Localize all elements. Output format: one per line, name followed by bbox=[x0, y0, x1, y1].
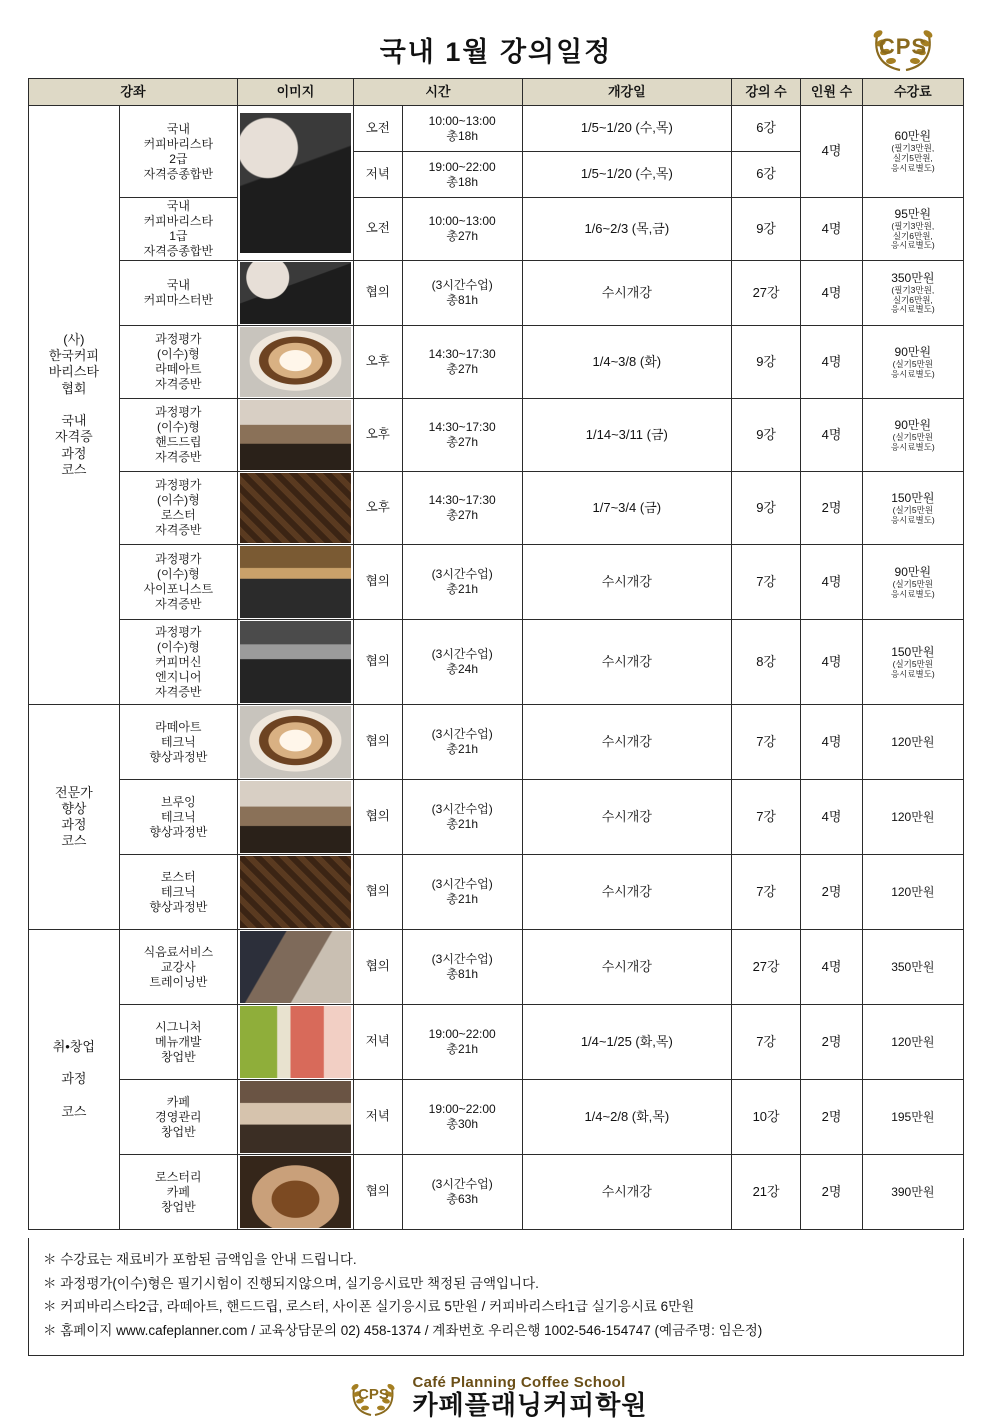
time-cell: 14:30~17:30 총27h bbox=[402, 472, 522, 545]
fee-cell: 90만원 (실기5만원 응시료별도) bbox=[862, 545, 963, 620]
fee-cell: 120만원 bbox=[862, 780, 963, 855]
part-cell: 오후 bbox=[354, 326, 403, 399]
note-line: ＊ 커피바리스타2급, 라떼아트, 핸드드립, 로스터, 사이폰 실기응시료 5만원 / 커피바리스타1급 실기응시료 6만원 bbox=[43, 1299, 695, 1315]
people-cell: 2명 bbox=[801, 1155, 862, 1230]
fee-cell: 60만원 (필기3만원, 실기5만원, 응시료별도) bbox=[862, 106, 963, 198]
table-row bbox=[29, 930, 964, 1005]
lesson-count-cell: 7강 bbox=[731, 855, 801, 930]
lesson-count-cell: 7강 bbox=[731, 780, 801, 855]
start-date-cell: 1/4~3/8 (화) bbox=[522, 326, 731, 399]
fee-cell: 195만원 bbox=[862, 1080, 963, 1155]
schedule-table bbox=[28, 78, 964, 1230]
col-header-people: 인원 수 bbox=[801, 79, 862, 106]
col-header-count: 강의 수 bbox=[731, 79, 801, 106]
people-cell: 2명 bbox=[801, 855, 862, 930]
table-row bbox=[29, 326, 964, 399]
lesson-count-cell: 9강 bbox=[731, 198, 801, 261]
time-cell: (3시간수업) 총21h bbox=[402, 780, 522, 855]
part-cell: 오전 bbox=[354, 106, 403, 152]
part-cell: 오후 bbox=[354, 399, 403, 472]
fee-cell: 350만원 (필기3만원, 실기6만원, 응시료별도) bbox=[862, 261, 963, 326]
col-header-time: 시간 bbox=[354, 79, 523, 106]
photo-roasted-beans bbox=[237, 472, 353, 545]
time-cell: 19:00~22:00 총30h bbox=[402, 1080, 522, 1155]
people-cell: 4명 bbox=[801, 705, 862, 780]
course-cell: 시그니처 메뉴개발 창업반 bbox=[119, 1005, 237, 1080]
part-cell: 저녁 bbox=[354, 152, 403, 198]
part-cell: 협의 bbox=[354, 1155, 403, 1230]
fee-cell: 390만원 bbox=[862, 1155, 963, 1230]
time-cell: 19:00~22:00 총21h bbox=[402, 1005, 522, 1080]
table-row bbox=[29, 705, 964, 780]
category-cell-advanced: 전문가 향상 과정 코스 bbox=[29, 705, 120, 930]
start-date-cell: 수시개강 bbox=[522, 545, 731, 620]
table-header-row bbox=[29, 79, 964, 106]
lesson-count-cell: 8강 bbox=[731, 620, 801, 705]
lesson-count-cell: 7강 bbox=[731, 545, 801, 620]
time-cell: 14:30~17:30 총27h bbox=[402, 399, 522, 472]
table-row bbox=[29, 198, 964, 261]
photo-espresso-machine bbox=[237, 620, 353, 705]
start-date-cell: 1/5~1/20 (수,목) bbox=[522, 152, 731, 198]
people-cell: 4명 bbox=[801, 399, 862, 472]
lesson-count-cell: 9강 bbox=[731, 326, 801, 399]
fee-cell: 350만원 bbox=[862, 930, 963, 1005]
time-cell: (3시간수업) 총21h bbox=[402, 545, 522, 620]
category-cell-association: (사) 한국커피 바리스타 협회 국내 자격증 과정 코스 bbox=[29, 106, 120, 705]
lesson-count-cell: 27강 bbox=[731, 261, 801, 326]
course-cell: 로스터 테크닉 향상과정반 bbox=[119, 855, 237, 930]
time-cell: (3시간수업) 총21h bbox=[402, 705, 522, 780]
part-cell: 협의 bbox=[354, 780, 403, 855]
course-cell: 브루잉 테크닉 향상과정반 bbox=[119, 780, 237, 855]
table-row bbox=[29, 399, 964, 472]
time-cell: 10:00~13:00 총18h bbox=[402, 106, 522, 152]
page-title: 국내 1월 강의일정 bbox=[379, 37, 613, 67]
people-cell: 4명 bbox=[801, 261, 862, 326]
fee-cell: 90만원 (실기5만원 응시료별도) bbox=[862, 399, 963, 472]
table-row bbox=[29, 261, 964, 326]
time-cell: (3시간수업) 총24h bbox=[402, 620, 522, 705]
course-cell: 카페 경영관리 창업반 bbox=[119, 1080, 237, 1155]
people-cell: 4명 bbox=[801, 106, 862, 198]
title-row bbox=[28, 18, 964, 76]
photo-coffee-master bbox=[237, 261, 353, 326]
footer-logo-text: CPS bbox=[358, 1386, 389, 1404]
people-cell: 4명 bbox=[801, 780, 862, 855]
photo-latte-art bbox=[237, 326, 353, 399]
course-cell: 과정평가 (이수)형 커피머신 엔지니어 자격증반 bbox=[119, 620, 237, 705]
time-cell: 14:30~17:30 총27h bbox=[402, 326, 522, 399]
part-cell: 저녁 bbox=[354, 1005, 403, 1080]
note-line: ＊ 수강료는 재료비가 포함된 금액임을 안내 드립니다. bbox=[43, 1252, 357, 1267]
course-cell: 과정평가 (이수)형 라떼아트 자격증반 bbox=[119, 326, 237, 399]
table-row bbox=[29, 1155, 964, 1230]
col-header-course: 강좌 bbox=[29, 79, 238, 106]
photo-hand-drip bbox=[237, 399, 353, 472]
table-row bbox=[29, 1080, 964, 1155]
part-cell: 협의 bbox=[354, 930, 403, 1005]
col-header-image: 이미지 bbox=[237, 79, 353, 106]
people-cell: 4명 bbox=[801, 930, 862, 1005]
photo-siphon bbox=[237, 545, 353, 620]
start-date-cell: 수시개강 bbox=[522, 930, 731, 1005]
table-row bbox=[29, 1005, 964, 1080]
part-cell: 오후 bbox=[354, 472, 403, 545]
people-cell: 4명 bbox=[801, 198, 862, 261]
course-cell: 로스터리 카페 창업반 bbox=[119, 1155, 237, 1230]
col-header-start: 개강일 bbox=[522, 79, 731, 106]
photo-cafe-management bbox=[237, 1080, 353, 1155]
lesson-count-cell: 7강 bbox=[731, 705, 801, 780]
photo-beans-in-hands bbox=[237, 1155, 353, 1230]
lesson-count-cell: 21강 bbox=[731, 1155, 801, 1230]
lesson-count-cell: 10강 bbox=[731, 1080, 801, 1155]
people-cell: 2명 bbox=[801, 1080, 862, 1155]
people-cell: 2명 bbox=[801, 1005, 862, 1080]
photo-signature-drinks bbox=[237, 1005, 353, 1080]
course-cell: 식음료서비스 교강사 트레이닝반 bbox=[119, 930, 237, 1005]
start-date-cell: 수시개강 bbox=[522, 261, 731, 326]
part-cell: 협의 bbox=[354, 855, 403, 930]
note-line: ＊ 과정평가(이수)형은 필기시험이 진행되지않으며, 실기응시료만 책정된 금액입니다. bbox=[43, 1275, 539, 1291]
part-cell: 저녁 bbox=[354, 1080, 403, 1155]
table-row bbox=[29, 106, 964, 152]
start-date-cell: 1/5~1/20 (수,목) bbox=[522, 106, 731, 152]
start-date-cell: 1/4~1/25 (화,목) bbox=[522, 1005, 731, 1080]
start-date-cell: 1/6~2/3 (목,금) bbox=[522, 198, 731, 261]
lesson-count-cell: 9강 bbox=[731, 472, 801, 545]
fee-cell: 90만원 (실기5만원 응시료별도) bbox=[862, 326, 963, 399]
photo-brewing bbox=[237, 780, 353, 855]
fee-cell: 150만원 (실기5만원 응시료별도) bbox=[862, 472, 963, 545]
time-cell: (3시간수업) 총63h bbox=[402, 1155, 522, 1230]
course-cell: 국내 커피마스터반 bbox=[119, 261, 237, 326]
time-cell: (3시간수업) 총81h bbox=[402, 930, 522, 1005]
table-row bbox=[29, 545, 964, 620]
note-line: ＊ 홈페이지 www.cafeplanner.com / 교육상담문의 02) 458-1374 / 계좌번호 우리은행 1002-546-154747 (예금주명: 임은정) bbox=[43, 1322, 763, 1338]
start-date-cell: 수시개강 bbox=[522, 780, 731, 855]
start-date-cell: 수시개강 bbox=[522, 1155, 731, 1230]
start-date-cell: 1/7~3/4 (금) bbox=[522, 472, 731, 545]
start-date-cell: 1/4~2/8 (화,목) bbox=[522, 1080, 731, 1155]
footer-english-name: Café Planning Coffee School bbox=[412, 1373, 626, 1391]
people-cell: 4명 bbox=[801, 545, 862, 620]
part-cell: 협의 bbox=[354, 261, 403, 326]
footer-logo bbox=[28, 1374, 964, 1421]
course-cell: 과정평가 (이수)형 핸드드립 자격증반 bbox=[119, 399, 237, 472]
course-cell: 과정평가 (이수)형 로스터 자격증반 bbox=[119, 472, 237, 545]
footer-wreath-logo bbox=[344, 1374, 402, 1420]
photo-roasting bbox=[237, 855, 353, 930]
lesson-count-cell: 6강 bbox=[731, 152, 801, 198]
course-cell: 라떼아트 테크닉 향상과정반 bbox=[119, 705, 237, 780]
cps-wreath-logo bbox=[864, 18, 942, 80]
col-header-fee: 수강료 bbox=[862, 79, 963, 106]
lesson-count-cell: 6강 bbox=[731, 106, 801, 152]
photo-latte-art-advanced bbox=[237, 705, 353, 780]
fee-cell: 95만원 (필기3만원, 실기6만원, 응시료별도) bbox=[862, 198, 963, 261]
lesson-count-cell: 9강 bbox=[731, 399, 801, 472]
people-cell: 4명 bbox=[801, 620, 862, 705]
time-cell: (3시간수업) 총81h bbox=[402, 261, 522, 326]
table-row bbox=[29, 855, 964, 930]
fee-cell: 150만원 (실기5만원 응시료별도) bbox=[862, 620, 963, 705]
start-date-cell: 수시개강 bbox=[522, 705, 731, 780]
footer-korean-name: 카페플래닝커피학원 bbox=[412, 1389, 648, 1420]
course-cell: 국내 커피바리스타 2급 자격증종합반 bbox=[119, 106, 237, 198]
photo-food-service bbox=[237, 930, 353, 1005]
notes-block bbox=[28, 1238, 964, 1356]
time-cell: 10:00~13:00 총27h bbox=[402, 198, 522, 261]
table-row bbox=[29, 620, 964, 705]
photo-barista-kit bbox=[237, 106, 353, 261]
fee-cell: 120만원 bbox=[862, 705, 963, 780]
table-row bbox=[29, 472, 964, 545]
people-cell: 4명 bbox=[801, 326, 862, 399]
table-row bbox=[29, 780, 964, 855]
fee-cell: 120만원 bbox=[862, 1005, 963, 1080]
part-cell: 협의 bbox=[354, 545, 403, 620]
start-date-cell: 1/14~3/11 (금) bbox=[522, 399, 731, 472]
fee-cell: 120만원 bbox=[862, 855, 963, 930]
cps-logo-text: CPS bbox=[878, 34, 928, 59]
part-cell: 오전 bbox=[354, 198, 403, 261]
course-cell: 과정평가 (이수)형 사이포니스트 자격증반 bbox=[119, 545, 237, 620]
time-cell: (3시간수업) 총21h bbox=[402, 855, 522, 930]
time-cell: 19:00~22:00 총18h bbox=[402, 152, 522, 198]
part-cell: 협의 bbox=[354, 620, 403, 705]
start-date-cell: 수시개강 bbox=[522, 855, 731, 930]
lesson-count-cell: 7강 bbox=[731, 1005, 801, 1080]
start-date-cell: 수시개강 bbox=[522, 620, 731, 705]
course-cell: 국내 커피바리스타 1급 자격증종합반 bbox=[119, 198, 237, 261]
category-cell-startup: 취•창업 과정 코스 bbox=[29, 930, 120, 1230]
people-cell: 2명 bbox=[801, 472, 862, 545]
part-cell: 협의 bbox=[354, 705, 403, 780]
lesson-count-cell: 27강 bbox=[731, 930, 801, 1005]
